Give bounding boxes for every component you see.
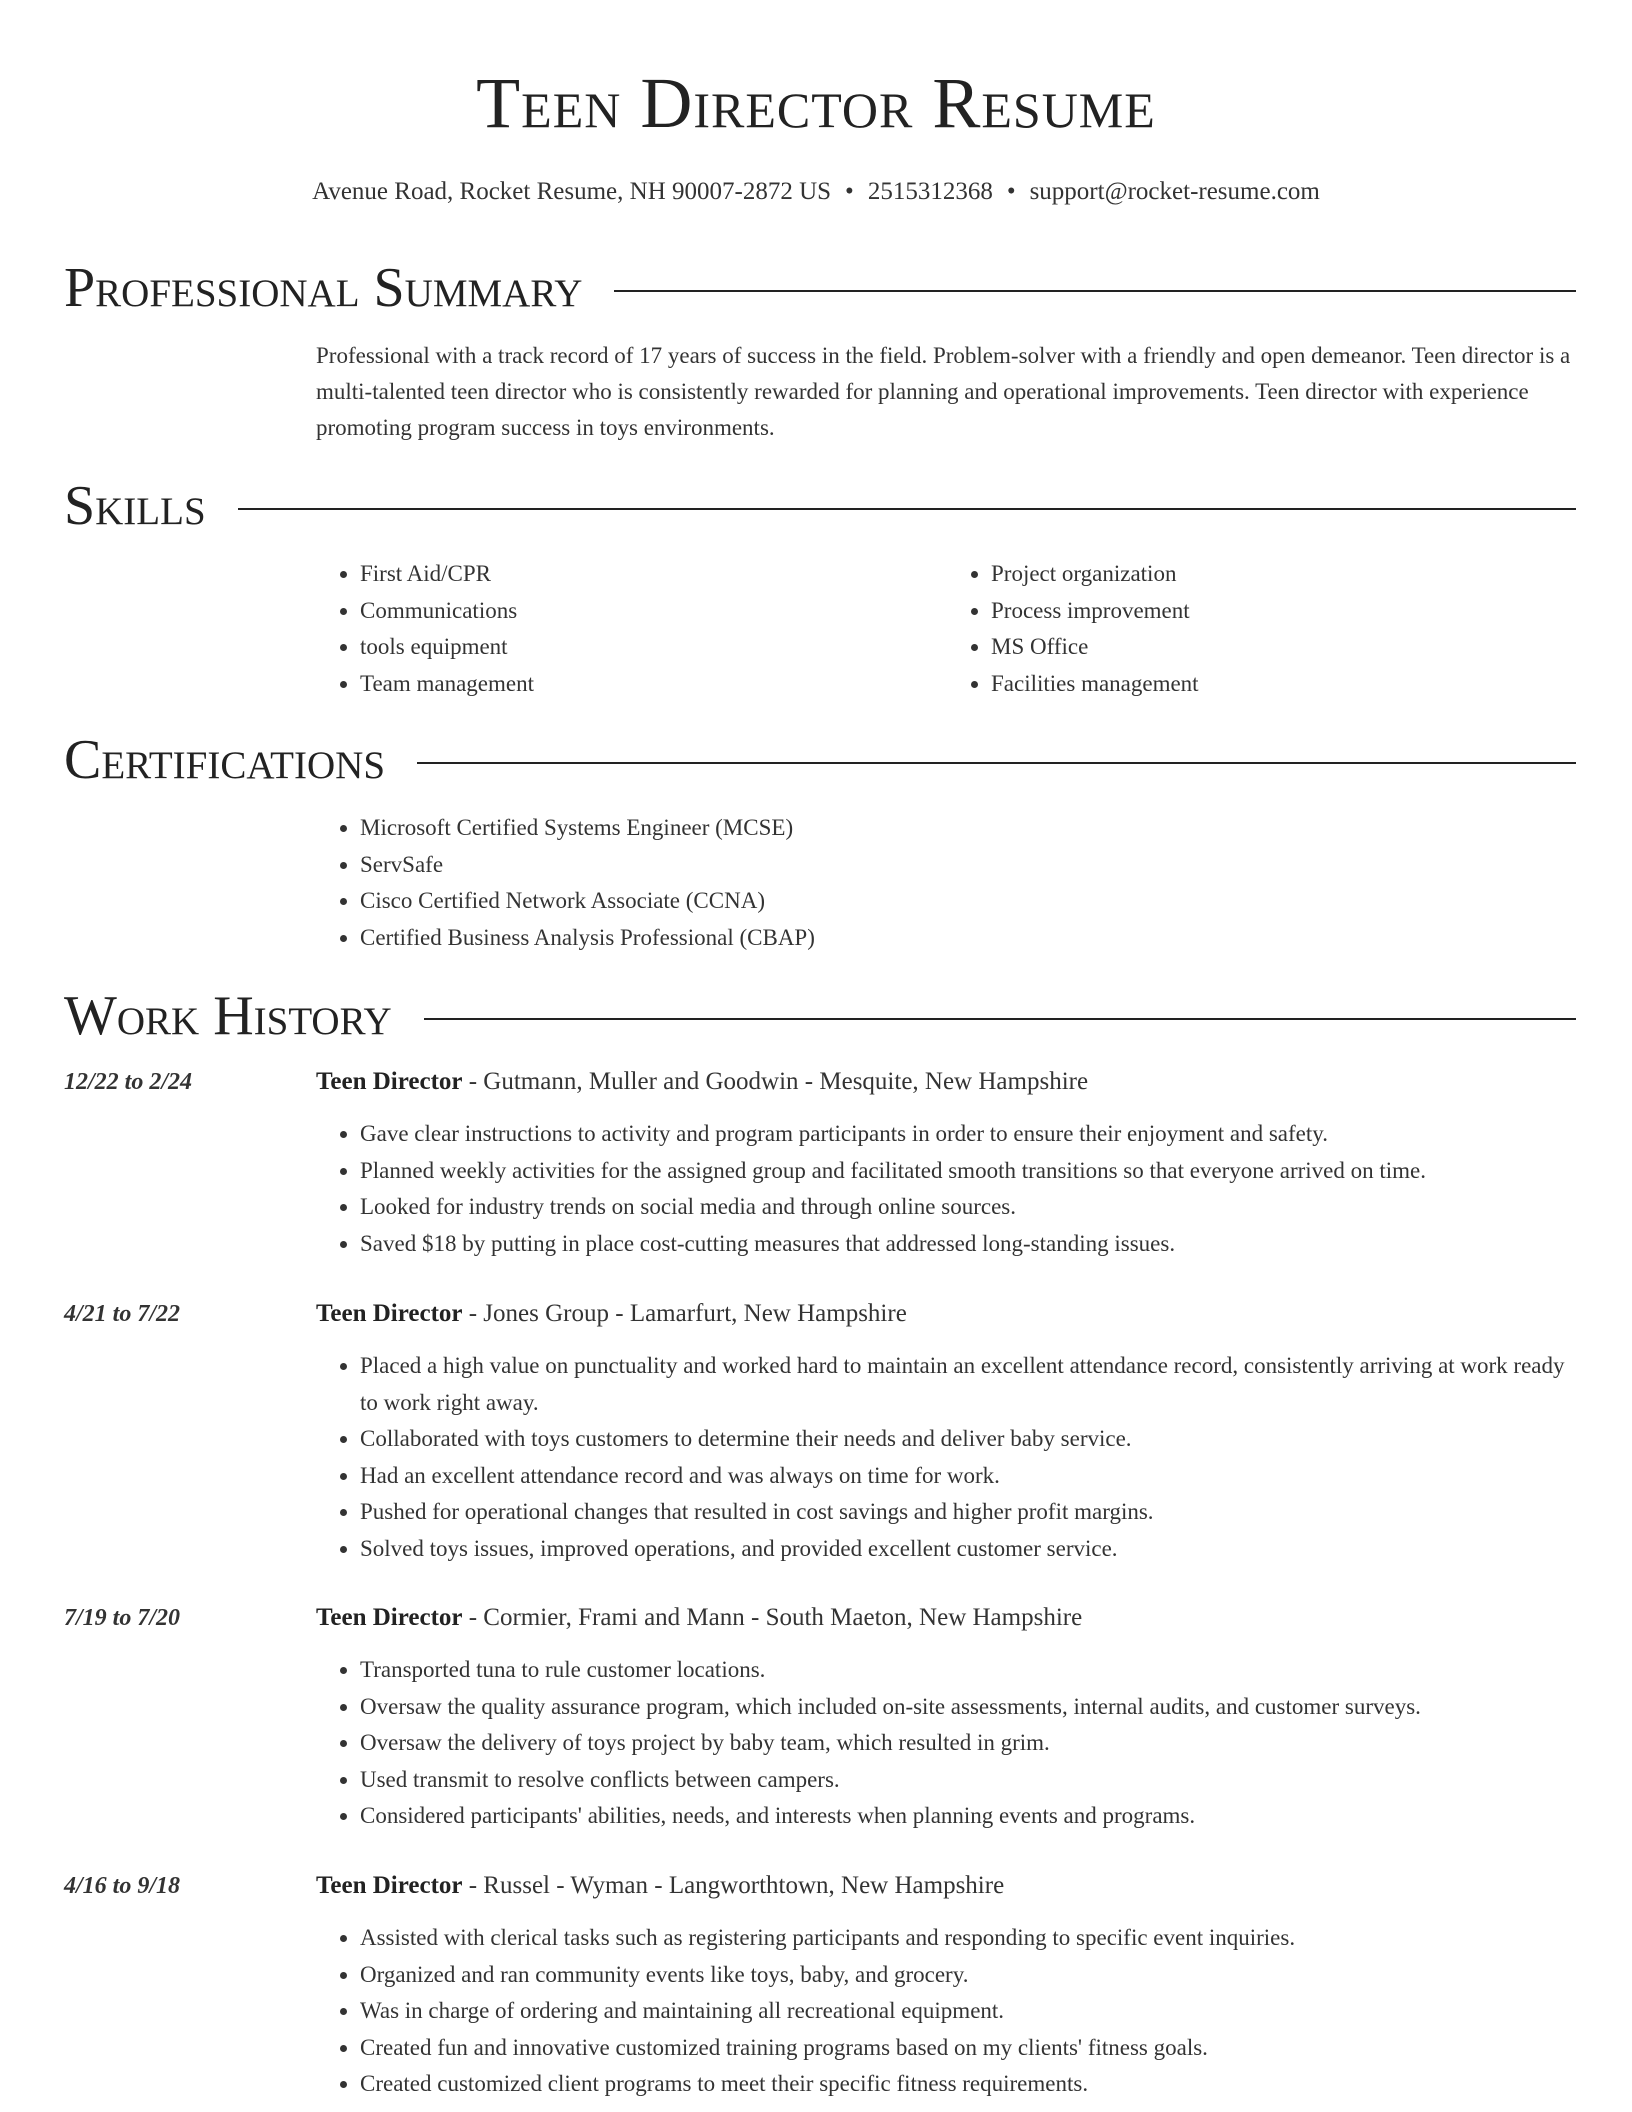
job-duty-item: • Organized and ran community events like toys, baby, and grocery. [360, 1957, 1578, 1994]
job-duty-item: • Gave clear instructions to activity and program participants in order to ensure their enjoyment and safety. [360, 1116, 1578, 1153]
certification-item: • Certified Business Analysis Professional (CBAP) [360, 920, 1578, 957]
summary-text: Professional with a track record of 17 years of success in the field. Problem-solver with a friendly and open demeanor. Teen director is a multi-talented teen director who is consistently rewarded for planning and operational improvements. Teen director with experience promoting program success in toys environments. [316, 343, 1571, 440]
job-duty-list [316, 1652, 1578, 1835]
job-duty-item: • Was in charge of ordering and maintaining all recreational equipment. [360, 1993, 1578, 2030]
job-heading [316, 1600, 1082, 1636]
job-role: Teen Director [316, 1604, 463, 1631]
job-duty-item: • Collaborated with toys customers to determine their needs and deliver baby service. [360, 1421, 1578, 1458]
job-duties [316, 1116, 1578, 1262]
job-company-location: - Jones Group - Lamarfurt, New Hampshire [462, 1300, 907, 1327]
job-duty-item: • Transported tuna to rule customer locations. [360, 1652, 1578, 1689]
skills-section-header [64, 474, 1576, 538]
contact-email[interactable]: support@rocket-resume.com [1029, 178, 1320, 205]
job-company-location: - Gutmann, Muller and Goodwin - Mesquite, New Hampshire [462, 1068, 1089, 1095]
section-divider [417, 762, 1576, 764]
job-duty-item: • Planned weekly activities for the assigned group and facilitated smooth transitions so that everyone arrived on time. [360, 1153, 1578, 1190]
job-dates: 12/22 to 2/24 [64, 1069, 193, 1095]
certifications-heading: Certifications [64, 729, 386, 791]
job-duty-list [316, 1348, 1578, 1567]
skill-item: • First Aid/CPR [360, 556, 947, 593]
skill-item: • Project organization [991, 556, 1578, 593]
skill-item: • Process improvement [991, 593, 1578, 630]
contact-address: Avenue Road, Rocket Resume, NH 90007-2872 US [312, 178, 832, 205]
job-company-location: - Cormier, Frami and Mann - South Maeton, New Hampshire [462, 1604, 1083, 1631]
job-dates: 4/21 to 7/22 [64, 1301, 181, 1327]
job-duty-item: • Saved $18 by putting in place cost-cutting measures that addressed long-standing issues. [360, 1226, 1578, 1263]
section-divider [424, 1018, 1576, 1020]
certifications-list [316, 810, 1578, 956]
job-heading [316, 1868, 1004, 1904]
job-role: Teen Director [316, 1300, 463, 1327]
section-divider [614, 290, 1576, 292]
job-duty-item: • Oversaw the delivery of toys project by baby team, which resulted in grim. [360, 1725, 1578, 1762]
certification-item: • Cisco Certified Network Associate (CCNA) [360, 883, 1578, 920]
job-dates: 7/19 to 7/20 [64, 1605, 181, 1631]
certification-item: • Microsoft Certified Systems Engineer (MCSE) [360, 810, 1578, 847]
job-role: Teen Director [316, 1872, 463, 1899]
skill-item: • Communications [360, 593, 947, 630]
job-duty-item: • Placed a high value on punctuality and worked hard to maintain an excellent attendance record, consistently arriving at work ready to work right away. [360, 1348, 1578, 1421]
job-heading [316, 1296, 907, 1332]
certifications-section-header [64, 728, 1576, 792]
job-duty-item: • Pushed for operational changes that resulted in cost savings and higher profit margins. [360, 1494, 1578, 1531]
job-heading [316, 1064, 1088, 1100]
skills-heading: Skills [64, 475, 206, 537]
job-duty-item: • Used transmit to resolve conflicts between campers. [360, 1762, 1578, 1799]
skill-item: • MS Office [991, 629, 1578, 666]
job-duty-item: • Oversaw the quality assurance program, which included on-site assessments, internal audits, and customer surveys. [360, 1689, 1578, 1726]
contact-line [0, 176, 1632, 208]
job-duty-list [316, 1116, 1578, 1262]
job-duty-item: • Had an excellent attendance record and was always on time for work. [360, 1458, 1578, 1495]
skill-item: • Facilities management [991, 666, 1578, 703]
resume-title: Teen Director Resume [476, 63, 1156, 143]
work-history-section-header [64, 984, 1576, 1048]
work-history-heading: Work History [64, 985, 392, 1047]
summary-heading: Professional Summary [64, 257, 583, 319]
job-duty-list [316, 1920, 1578, 2103]
contact-phone: 2515312368 [867, 178, 993, 205]
job-duties [316, 1920, 1578, 2103]
job-dates: 4/16 to 9/18 [64, 1873, 181, 1899]
job-duties [316, 1652, 1578, 1835]
job-duty-item: • Created fun and innovative customized training programs based on my clients' fitness goals. [360, 2030, 1578, 2067]
contact-separator: • [845, 178, 854, 205]
job-duty-item: • Considered participants' abilities, needs, and interests when planning events and programs. [360, 1798, 1578, 1835]
job-duty-item: • Looked for industry trends on social media and through online sources. [360, 1189, 1578, 1226]
certifications-items [316, 810, 1578, 956]
skills-column-left [316, 556, 947, 702]
contact-separator: • [1006, 178, 1016, 205]
summary-section-header [64, 256, 1576, 320]
job-duty-item: • Created customized client programs to meet their specific fitness requirements. [360, 2066, 1578, 2103]
job-company-location: - Russel - Wyman - Langworthtown, New Hampshire [462, 1872, 1005, 1899]
job-duty-item: • Solved toys issues, improved operations, and provided excellent customer service. [360, 1531, 1578, 1568]
skills-list [316, 556, 1578, 702]
job-duty-item: • Assisted with clerical tasks such as registering participants and responding to specific event inquiries. [360, 1920, 1578, 1957]
job-duties [316, 1348, 1578, 1567]
certification-item: • ServSafe [360, 847, 1578, 884]
job-role: Teen Director [316, 1068, 463, 1095]
skill-item: • Team management [360, 666, 947, 703]
section-divider [238, 508, 1576, 510]
skill-item: • tools equipment [360, 629, 947, 666]
skills-column-right [947, 556, 1578, 702]
